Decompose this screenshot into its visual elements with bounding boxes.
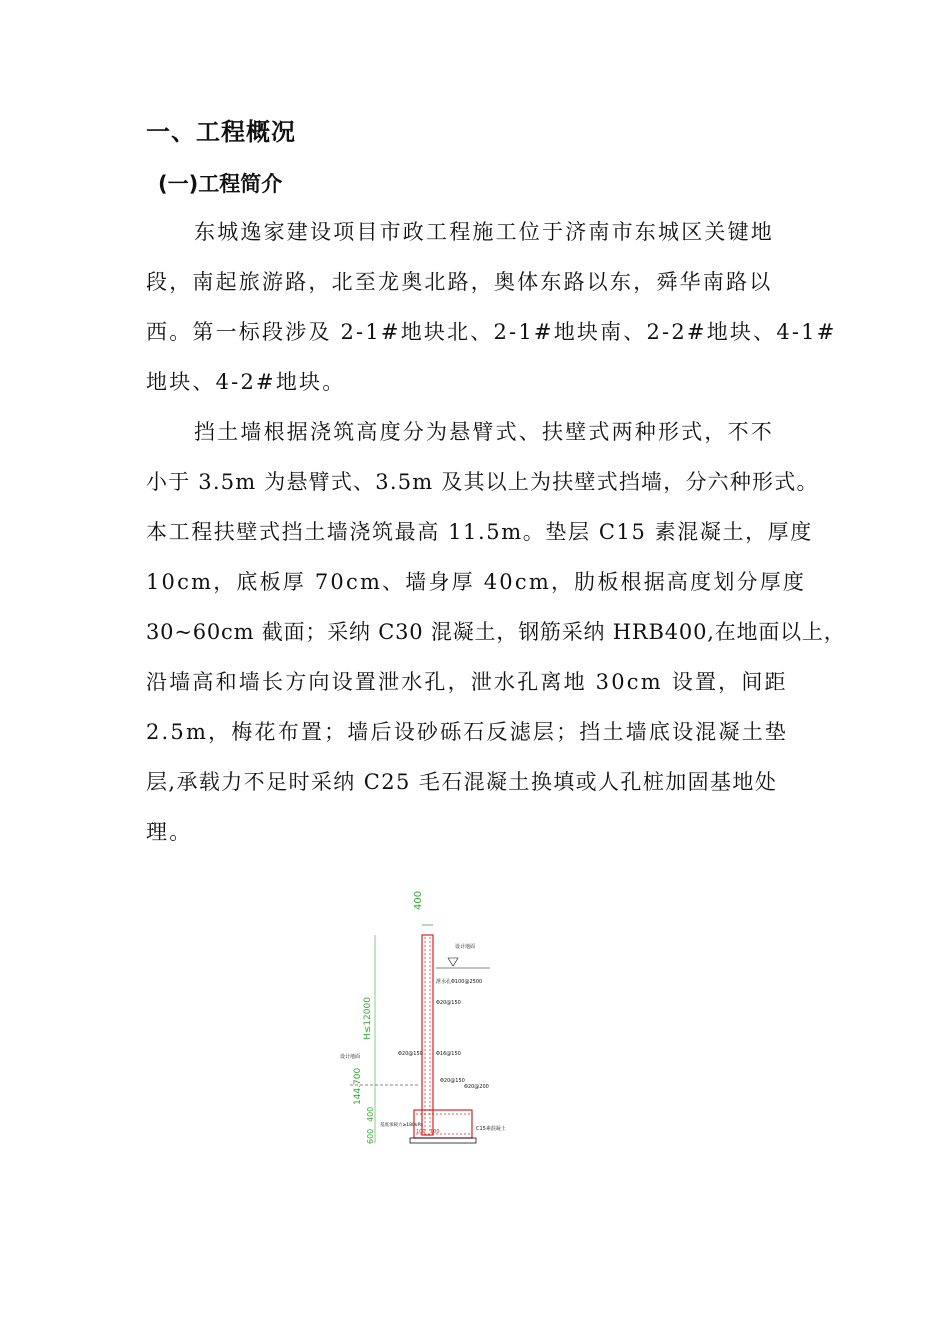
paragraph2-line: 小于 3.5m 为悬臂式、3.5m 及其以上为扶壁式挡墙，分六种形式。 (146, 470, 819, 494)
paragraph2-line: 挡土墙根据浇筑高度分为悬臂式、扶壁式两种形式，不不 (194, 420, 774, 444)
paragraph2-line: 30~60cm 截面；采纳 C30 混凝土，钢筋采纳 HRB400,在地面以上， (146, 620, 846, 644)
paragraph1-line: 段，南起旅游路，北至龙奥北路，奥体东路以东，舜华南路以 (146, 270, 773, 294)
base-note: 基底承载力≥180kPa (380, 1123, 423, 1128)
drain-note: 泄水孔Φ100@2500 (436, 979, 483, 985)
ground-note-right: 设计地面 (455, 944, 476, 950)
paragraph2-line: 沿墙高和墙长方向设置泄水孔，泄水孔离地 30cm 设置，间距 (146, 670, 788, 694)
paragraph2-line: 层,承载力不足时采纳 C25 毛石混凝土换填或人孔桩加固基地处 (146, 770, 778, 794)
dim-600-label: 600 (366, 1128, 375, 1144)
dim-100-b: 100 (430, 1129, 440, 1135)
cushion-layer (410, 1138, 476, 1143)
elevation-label: 144.700 (353, 1067, 363, 1105)
bottom-rebar-note-1: Φ20@150 (440, 1078, 465, 1084)
subsection-heading: (一)工程简介 (158, 172, 283, 196)
paragraph1-line: 东城逸家建设项目市政工程施工位于济南市东城区关键地 (194, 220, 774, 244)
paragraph1-line: 地块、4-2#地块。 (146, 370, 346, 394)
paragraph2-line: 理。 (146, 820, 193, 844)
top-dim-label: 400 (413, 890, 424, 910)
cushion-note: C15素混凝土 (476, 1126, 506, 1132)
rebar-note-2: Φ20@150 (398, 1051, 423, 1057)
height-dim-label: H≤12000 (363, 997, 373, 1040)
rebar-note-1: Φ20@150 (436, 1000, 461, 1006)
ground-note-left: 设计地面 (340, 1054, 361, 1060)
section-heading: 一、工程概况 (146, 118, 296, 146)
dim-100-a: 100 (416, 1129, 426, 1135)
paragraph1-line: 西。第一标段涉及 2-1#地块北、2-1#地块南、2-2#地块、4-1# (146, 320, 837, 344)
dim-400-label: 400 (366, 1106, 375, 1122)
paragraph2-line: 本工程扶壁式挡土墙浇筑最高 11.5m。垫层 C15 素混凝土，厚度 (146, 520, 813, 544)
retaining-wall-section-figure (330, 890, 510, 1160)
rebar-note-3: Φ16@150 (436, 1051, 461, 1057)
wall-stem (422, 935, 433, 1135)
paragraph2-line: 10cm，底板厚 70cm、墙身厚 40cm，肋板根据高度划分厚度 (146, 570, 807, 594)
paragraph2-line: 2.5m，梅花布置；墙后设砂砾石反滤层；挡土墙底设混凝土垫 (146, 720, 789, 744)
bottom-rebar-note-2: Φ20@200 (464, 1084, 489, 1090)
